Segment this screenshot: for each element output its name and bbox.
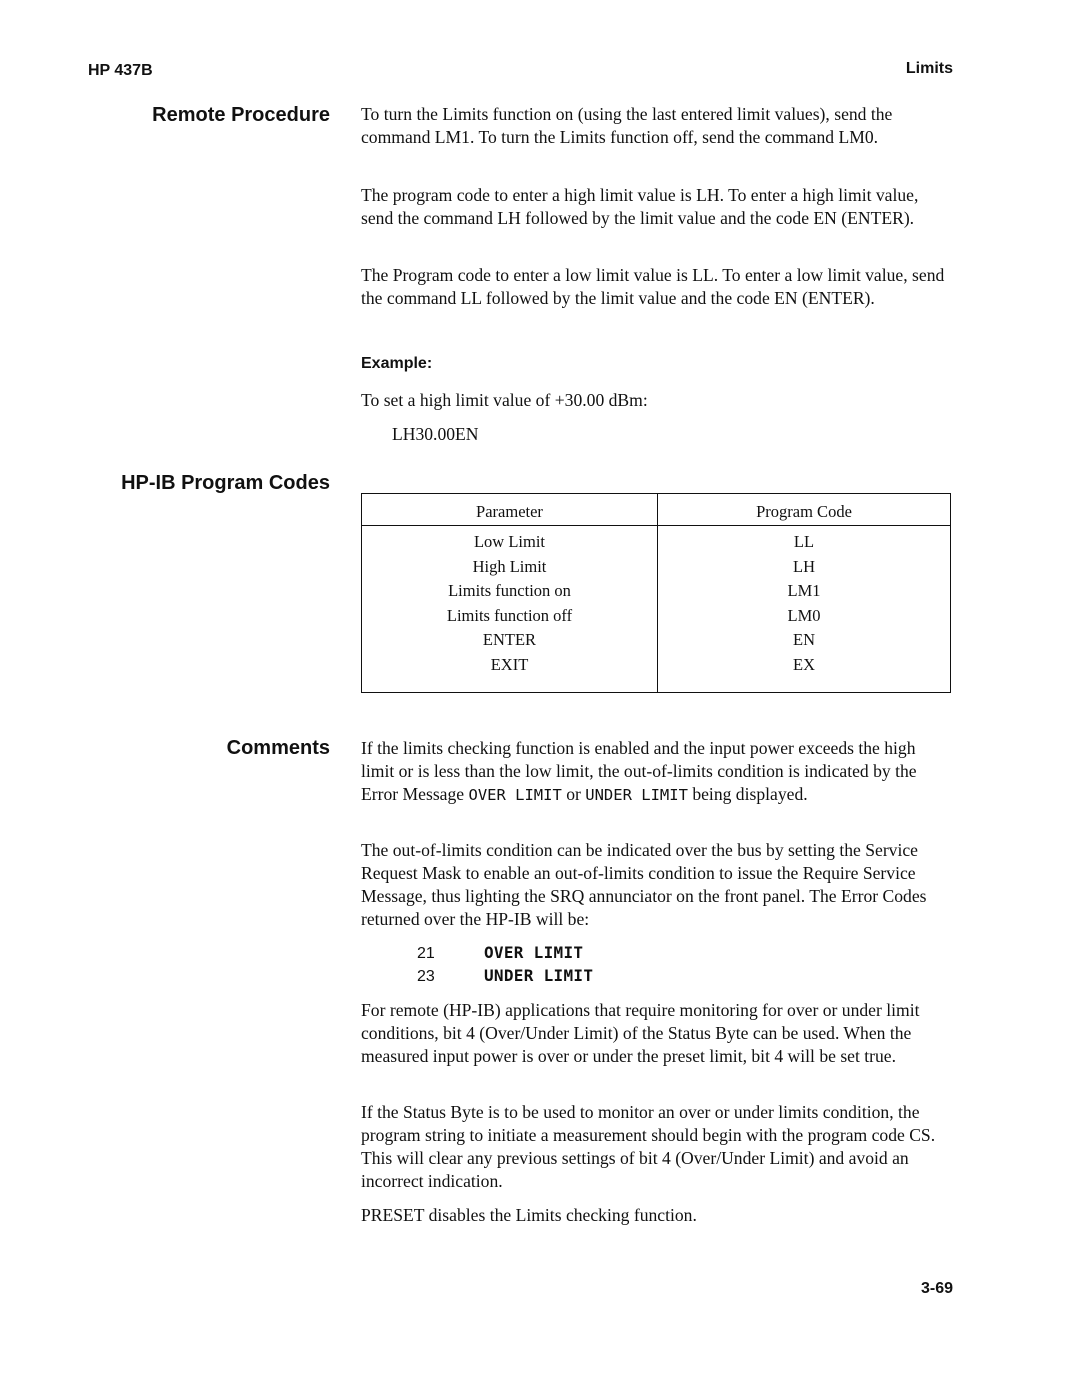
table-header-program-code: Program Code: [658, 494, 951, 526]
remote-procedure-paragraph-1: To turn the Limits function on (using the last entered limit values), send the command LM1. To turn the Limits function off, send the command LM0.: [361, 104, 893, 147]
comments-paragraph-4: If the Status Byte is to be used to monitor an over or under limits condition, the program string to initiate a measurement should begin with the program code CS. This will clear any previous settings of bit 4 (Over/Under Limit) and avoid an incorrect indication.: [361, 1102, 936, 1191]
comments-paragraph-3: For remote (HP-IB) applications that require monitoring for over or under limit conditions, bit 4 (Over/Under Limit) of the Status Byte can be used. When the measured input power is over or under the preset limit, bit 4 will be set true.: [361, 1000, 920, 1066]
error-code-row: [417, 966, 593, 986]
table-row: [362, 653, 951, 678]
table-cell-code: EN: [793, 630, 815, 650]
remote-procedure-paragraph-2: The program code to enter a high limit value is LH. To enter a high limit value, send the command LH followed by the limit value and the code EN (ENTER).: [361, 185, 919, 228]
comments-paragraph-1: [361, 737, 953, 807]
comments-p1-text-c: being displayed.: [687, 784, 808, 804]
table-filler-row: [362, 677, 951, 693]
example-code: LH30.00EN: [392, 424, 479, 444]
program-codes-table: [361, 493, 951, 693]
error-code-number: 23: [417, 968, 435, 985]
table-cell-parameter: Low Limit: [362, 526, 658, 555]
remote-procedure-paragraph-3: The Program code to enter a low limit value is LL. To enter a low limit value, send the command LL followed by the limit value and the code EN (ENTER).: [361, 265, 945, 308]
table-cell-parameter: Limits function on: [362, 579, 658, 604]
comments-paragraph-5: PRESET disables the Limits checking function.: [361, 1205, 697, 1225]
remote-procedure-heading: Remote Procedure: [152, 104, 330, 126]
table-cell-parameter: Limits function off: [362, 604, 658, 629]
table-filler-cell: [658, 677, 951, 693]
program-codes-heading: HP-IB Program Codes: [121, 472, 330, 494]
comments-heading: Comments: [226, 737, 330, 759]
page-number: 3-69: [920, 1280, 953, 1297]
error-code-row: [417, 943, 583, 963]
table-row: [362, 628, 951, 653]
error-message-under-limit: UNDER LIMIT: [585, 786, 688, 804]
table-cell-parameter: High Limit: [362, 555, 658, 580]
table-cell-code: LM1: [787, 581, 821, 601]
comments-p1-text-a: If the limits checking function is enabled and the input power exceeds the high limit or is less than the low limit, the out-of-limits condition is indicated by the Error Message: [361, 738, 917, 804]
table-cell-code: LL: [793, 532, 815, 552]
example-text: To set a high limit value of +30.00 dBm:: [361, 390, 648, 410]
table-cell-code: LM0: [787, 605, 821, 625]
table-cell-parameter: EXIT: [362, 653, 658, 678]
example-label: Example:: [361, 355, 433, 372]
table-cell-parameter: ENTER: [362, 628, 658, 653]
error-code-text: OVER LIMIT: [484, 943, 584, 962]
table-cell-code: LH: [793, 556, 815, 576]
comments-paragraph-2: The out-of-limits condition can be indicated over the bus by setting the Service Request Mask to enable an out-of-limits condition to issue the Require Service Message, thus lighting the SRQ annunciator on the front panel. The Error Codes returned over the HP-IB will be:: [361, 840, 927, 929]
table-row: [362, 526, 951, 555]
table-row: [362, 555, 951, 580]
header-model: HP 437B: [88, 62, 153, 79]
table-filler-cell: [362, 677, 658, 693]
error-code-number: 21: [417, 945, 435, 962]
comments-p1-text-b: or: [561, 784, 586, 804]
header-section: Limits: [905, 60, 953, 77]
table-row: [362, 604, 951, 629]
table-cell-code: EX: [793, 654, 815, 674]
table-header-parameter: Parameter: [362, 494, 658, 526]
table-row: [362, 579, 951, 604]
error-message-over-limit: OVER LIMIT: [468, 786, 562, 804]
error-code-text: UNDER LIMIT: [484, 966, 594, 985]
table-header-row: [362, 494, 951, 526]
